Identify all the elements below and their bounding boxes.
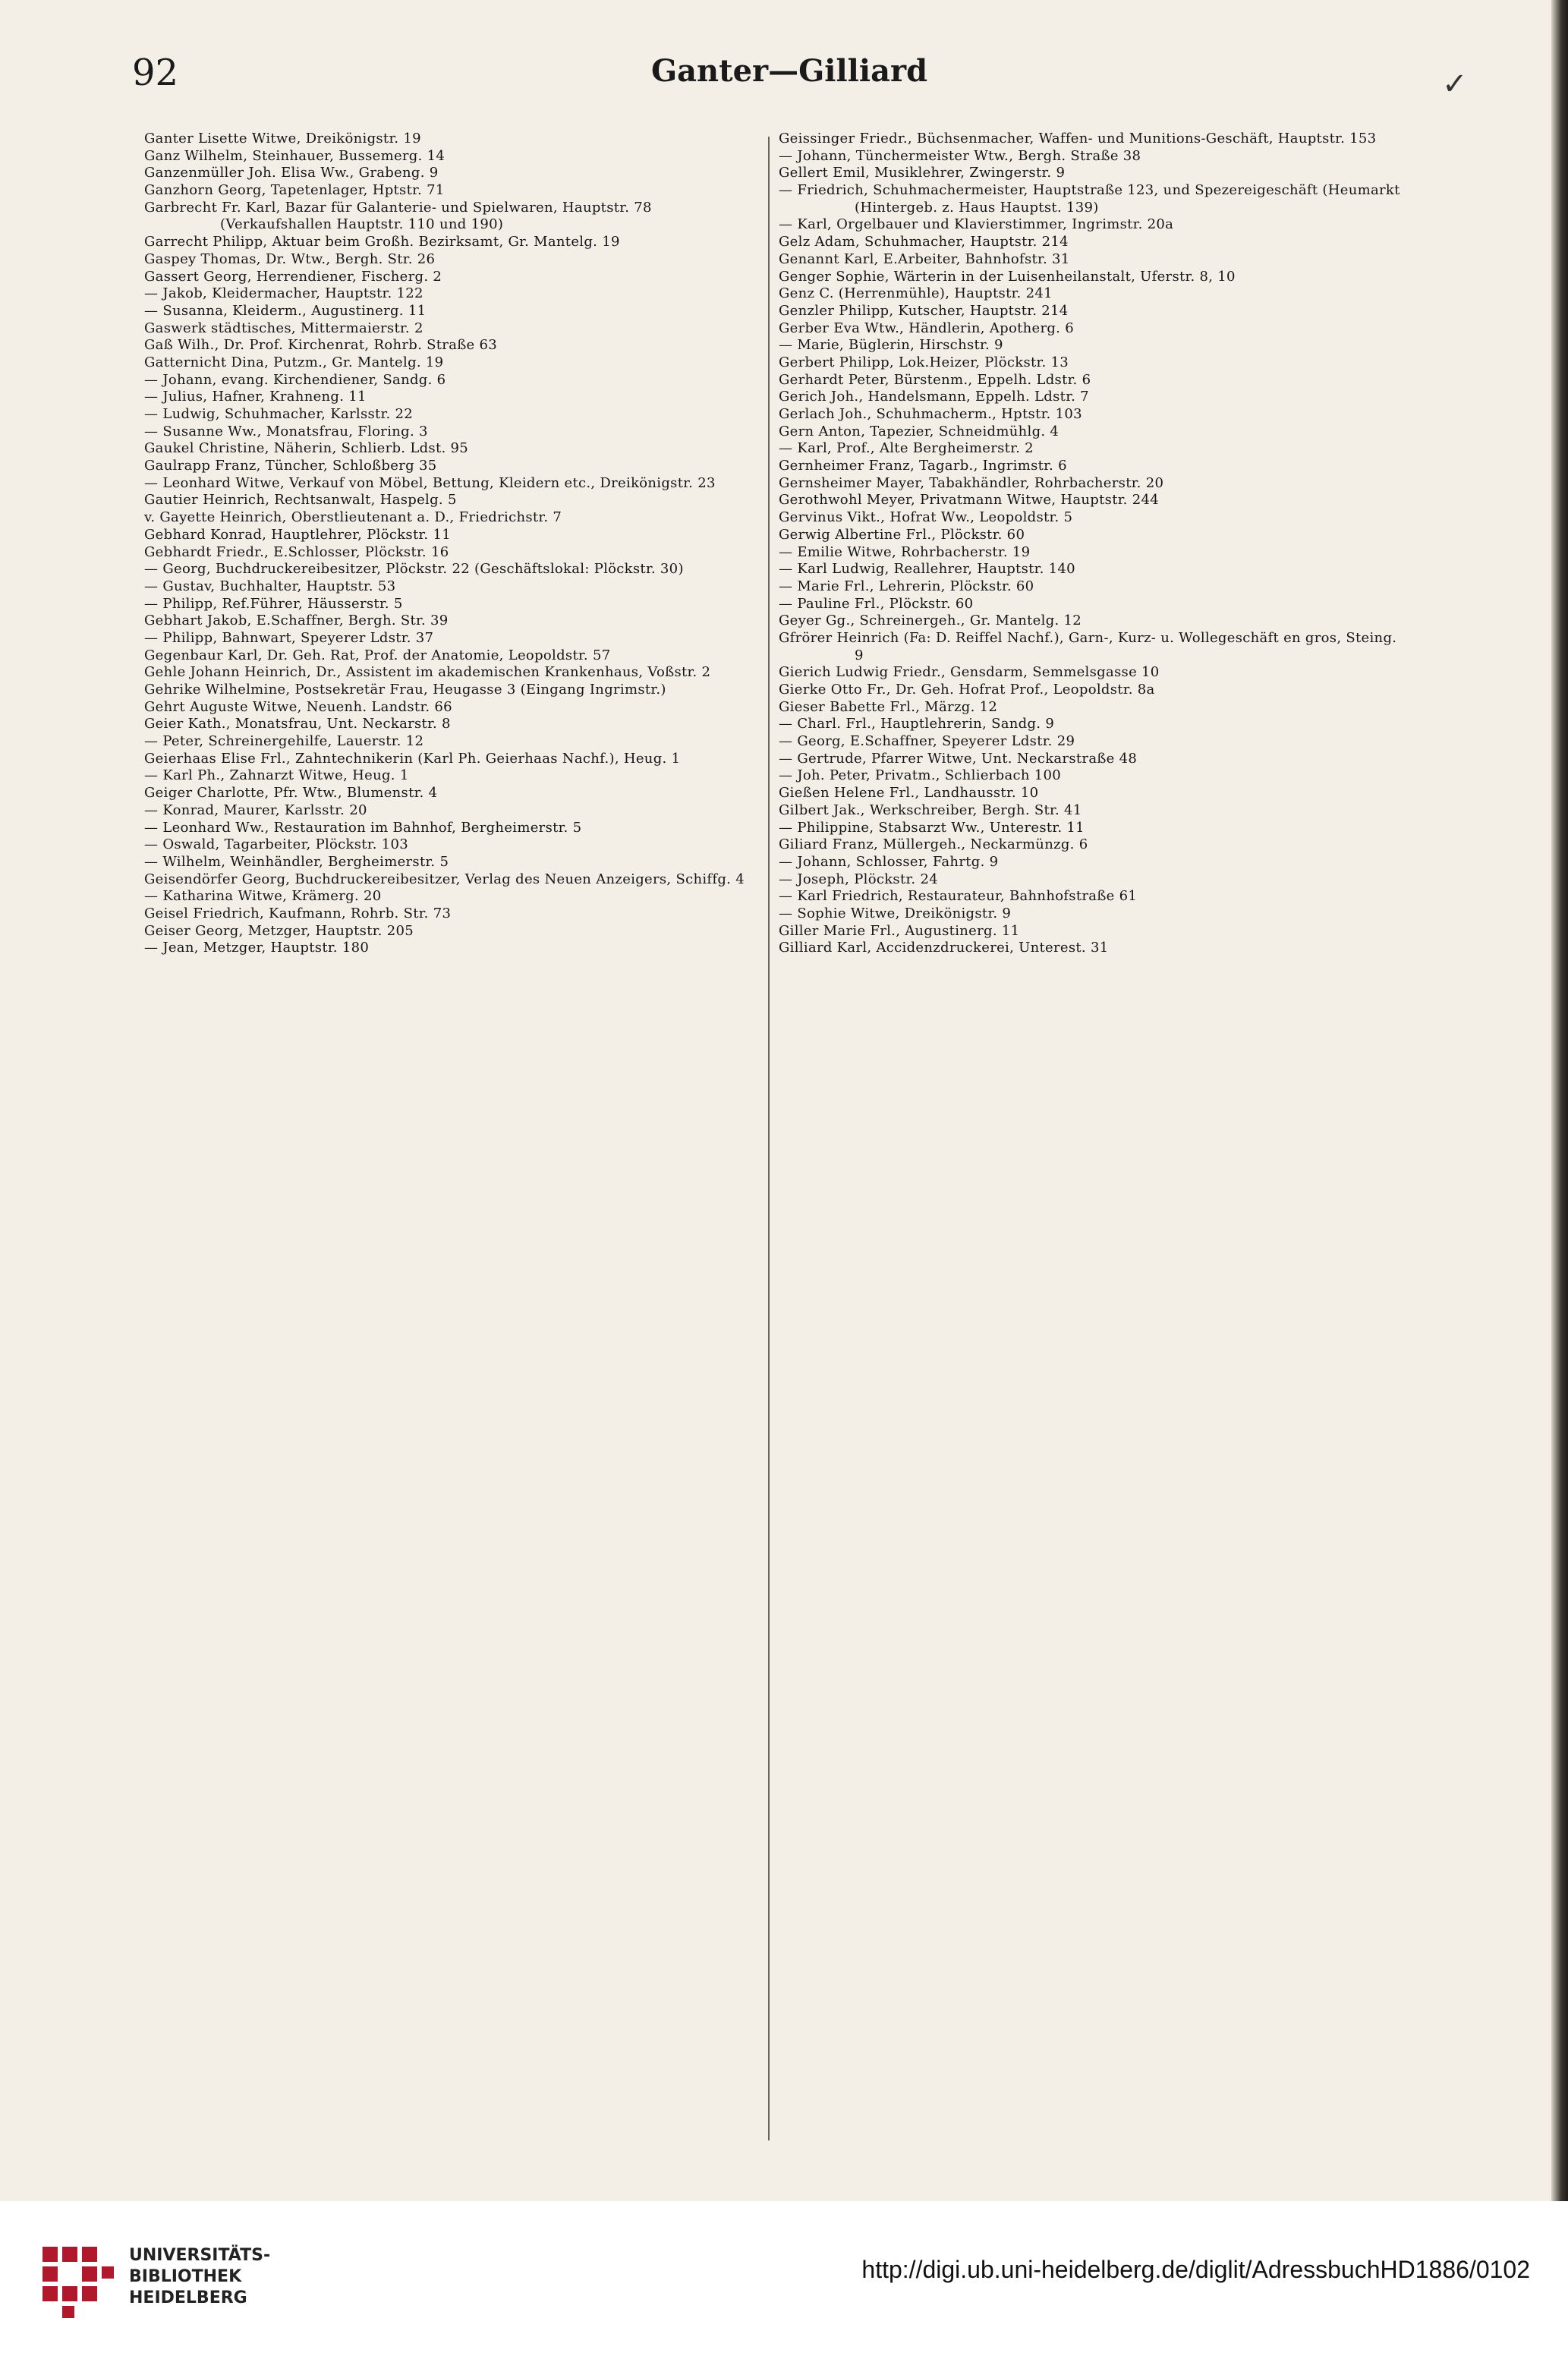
- directory-entry: Geier Kath., Monatsfrau, Unt. Neckarstr. 8: [144, 716, 451, 732]
- directory-entry: — Leonhard Ww., Restauration im Bahnhof, Bergheimerstr. 5: [144, 819, 582, 836]
- directory-entry: Gerbert Philipp, Lok.Heizer, Plöckstr. 13: [779, 354, 1069, 370]
- directory-entry: Gernheimer Franz, Tagarb., Ingrimstr. 6: [779, 458, 1067, 474]
- directory-entry: — Jakob, Kleidermacher, Hauptstr. 122: [144, 285, 423, 302]
- directory-entry: Gfrörer Heinrich (Fa: D. Reiffel Nachf.), Garn-, Kurz- u. Wollegeschäft en gros, Steing. 9: [779, 629, 1397, 663]
- directory-entry: — Katharina Witwe, Krämerg. 20: [144, 888, 382, 905]
- directory-entry: — Joseph, Plöckstr. 24: [779, 871, 938, 887]
- directory-entry: Gautier Heinrich, Rechtsanwalt, Haspelg. 5: [144, 492, 457, 509]
- directory-entry: Gerlach Joh., Schuhmacherm., Hptstr. 103: [779, 406, 1082, 422]
- directory-entry: — Friedrich, Schuhmachermeister, Hauptstraße 123, und Spezereigeschäft (Heumarkt (Hintergeb. z. Haus Hauptst. 139): [779, 182, 1400, 216]
- directory-entry: Ganter Lisette Witwe, Dreikönigstr. 19: [144, 131, 421, 146]
- directory-entry: Gebhard Konrad, Hauptlehrer, Plöckstr. 11: [144, 526, 451, 543]
- directory-entry: Geyer Gg., Schreinergeh., Gr. Mantelg. 12: [779, 613, 1082, 629]
- directory-entry: Gehle Johann Heinrich, Dr., Assistent im akademischen Krankenhaus, Voßstr. 2: [144, 664, 711, 681]
- directory-entry: Gerwig Albertine Frl., Plöckstr. 60: [779, 526, 1025, 543]
- directory-entry: Gaukel Christine, Näherin, Schlierb. Ldst. 95: [144, 440, 469, 457]
- directory-entry: Geiser Georg, Metzger, Hauptstr. 205: [144, 922, 414, 939]
- directory-entry: Gelz Adam, Schuhmacher, Hauptstr. 214: [779, 234, 1069, 250]
- directory-entry: — Gertrude, Pfarrer Witwe, Unt. Neckarstraße 48: [779, 750, 1138, 767]
- directory-entry: v. Gayette Heinrich, Oberstlieutenant a. D., Friedrichstr. 7: [144, 509, 562, 526]
- directory-entry: Ganzenmüller Joh. Elisa Ww., Grabeng. 9: [144, 165, 439, 181]
- directory-entry: — Susanna, Kleiderm., Augustinerg. 11: [144, 302, 427, 319]
- directory-entry: — Philipp, Ref.Führer, Häusserstr. 5: [144, 595, 403, 612]
- directory-entry: Gehrt Auguste Witwe, Neuenh. Landstr. 66: [144, 698, 452, 715]
- directory-entry: Genz C. (Herrenmühle), Hauptstr. 241: [779, 285, 1053, 302]
- directory-entry: — Jean, Metzger, Hauptstr. 180: [144, 940, 370, 956]
- directory-entry: Giller Marie Frl., Augustinerg. 11: [779, 922, 1020, 939]
- book-edge: [1551, 0, 1568, 2201]
- directory-entry: Gerhardt Peter, Bürstenm., Eppelh. Ldstr. 6: [779, 371, 1091, 388]
- running-head: Ganter—Gilliard: [650, 53, 928, 89]
- directory-entry: Garbrecht Fr. Karl, Bazar für Galanterie- und Spielwaren, Hauptstr. 78 (Verkaufshallen Hauptstr. 110 und 190): [144, 199, 652, 233]
- directory-entry: Gerber Eva Wtw., Händlerin, Apotherg. 6: [779, 320, 1074, 336]
- directory-entry: — Sophie Witwe, Dreikönigstr. 9: [779, 905, 1012, 921]
- directory-entry: — Karl, Prof., Alte Bergheimerstr. 2: [779, 440, 1034, 457]
- directory-entry: — Marie Frl., Lehrerin, Plöckstr. 60: [779, 578, 1034, 594]
- directory-entry: Gaß Wilh., Dr. Prof. Kirchenrat, Rohrb. Straße 63: [144, 337, 498, 354]
- directory-entry: — Konrad, Maurer, Karlsstr. 20: [144, 802, 367, 818]
- directory-entry: — Johann, Tünchermeister Wtw., Bergh. Straße 38: [779, 147, 1141, 164]
- directory-entry: — Peter, Schreinergehilfe, Lauerstr. 12: [144, 733, 424, 750]
- directory-entry: Genzler Philipp, Kutscher, Hauptstr. 214: [779, 302, 1069, 319]
- directory-entry: — Leonhard Witwe, Verkauf von Möbel, Bettung, Kleidern etc., Dreikönigstr. 23: [144, 474, 716, 491]
- library-name-line2: BIBLIOTHEK: [129, 2267, 242, 2286]
- directory-entry: Gegenbaur Karl, Dr. Geh. Rat, Prof. der Anatomie, Leopoldstr. 57: [144, 647, 611, 663]
- directory-entry: — Oswald, Tagarbeiter, Plöckstr. 103: [144, 836, 409, 853]
- directory-entry: Gernsheimer Mayer, Tabakhändler, Rohrbacherstr. 20: [779, 474, 1164, 491]
- directory-entry: — Emilie Witwe, Rohrbacherstr. 19: [779, 543, 1031, 560]
- directory-entry: Genger Sophie, Wärterin in der Luisenheilanstalt, Uferstr. 8, 10: [779, 268, 1236, 285]
- directory-entry: Gilliard Karl, Accidenzdruckerei, Unterest. 31: [779, 940, 1109, 956]
- directory-entry: Gellert Emil, Musiklehrer, Zwingerstr. 9: [779, 165, 1066, 181]
- directory-entry: — Philipp, Bahnwart, Speyerer Ldstr. 37: [144, 629, 434, 646]
- directory-entry: Gaswerk städtisches, Mittermaierstr. 2: [144, 320, 423, 336]
- directory-entry: Geissinger Friedr., Büchsenmacher, Waffen- und Munitions-Geschäft, Hauptstr. 153: [779, 131, 1377, 146]
- directory-entry: Geiger Charlotte, Pfr. Wtw., Blumenstr. 4: [144, 785, 438, 802]
- directory-entry: — Karl Friedrich, Restaurateur, Bahnhofstraße 61: [779, 888, 1138, 905]
- directory-entry: Gern Anton, Tapezier, Schneidmühlg. 4: [779, 423, 1060, 439]
- directory-entry: Gierich Ludwig Friedr., Gensdarm, Semmelsgasse 10: [779, 664, 1160, 681]
- directory-entry: Garrecht Philipp, Aktuar beim Großh. Bezirksamt, Gr. Mantelg. 19: [144, 234, 620, 250]
- column-divider: [768, 137, 770, 2140]
- library-name-line3: HEIDELBERG: [129, 2288, 247, 2307]
- library-name-line1: UNIVERSITÄTS-: [129, 2246, 271, 2265]
- directory-entry: Geisel Friedrich, Kaufmann, Rohrb. Str. 73: [144, 905, 452, 921]
- left-column: [144, 131, 757, 2241]
- directory-entry: Gilbert Jak., Werkschreiber, Bergh. Str. 41: [779, 802, 1082, 818]
- directory-entry: Gerothwohl Meyer, Privatmann Witwe, Hauptstr. 244: [779, 492, 1159, 509]
- directory-entry: — Charl. Frl., Hauptlehrerin, Sandg. 9: [779, 716, 1055, 732]
- page-number: 92: [132, 52, 179, 94]
- directory-entry: Gatternicht Dina, Putzm., Gr. Mantelg. 19: [144, 354, 444, 370]
- directory-entry: Gieser Babette Frl., Märzg. 12: [779, 698, 998, 715]
- directory-entry: — Marie, Büglerin, Hirschstr. 9: [779, 337, 1003, 354]
- directory-entry: — Karl Ph., Zahnarzt Witwe, Heug. 1: [144, 767, 409, 784]
- source-url-link[interactable]: http://digi.ub.uni-heidelberg.de/diglit/AdressbuchHD1886/0102: [861, 2256, 1530, 2283]
- directory-entry: — Julius, Hafner, Krahneng. 11: [144, 389, 367, 405]
- directory-entry: Geisendörfer Georg, Buchdruckereibesitzer, Verlag des Neuen Anzeigers, Schiffg. 4: [144, 871, 745, 887]
- directory-entry: Gerich Joh., Handelsmann, Eppelh. Ldstr. 7: [779, 389, 1089, 405]
- directory-entry: Gehrike Wilhelmine, Postsekretär Frau, Heugasse 3 (Eingang Ingrimstr.): [144, 682, 666, 698]
- directory-entry: Gassert Georg, Herrendiener, Fischerg. 2: [144, 268, 442, 285]
- directory-entry: — Gustav, Buchhalter, Hauptstr. 53: [144, 578, 396, 594]
- corner-mark: ✓: [1442, 67, 1468, 102]
- directory-entry: — Johann, Schlosser, Fahrtg. 9: [779, 853, 999, 870]
- directory-entry: — Ludwig, Schuhmacher, Karlsstr. 22: [144, 406, 414, 422]
- directory-entry: — Susanne Ww., Monatsfrau, Floring. 3: [144, 423, 428, 439]
- footer: [0, 2201, 1568, 2378]
- directory-entry: Gebhardt Friedr., E.Schlosser, Plöckstr. 16: [144, 543, 449, 560]
- directory-entry: — Johann, evang. Kirchendiener, Sandg. 6: [144, 371, 446, 388]
- directory-entry: Gaspey Thomas, Dr. Wtw., Bergh. Str. 26: [144, 250, 436, 267]
- directory-entry: Genannt Karl, E.Arbeiter, Bahnhofstr. 31: [779, 250, 1070, 267]
- directory-entry: Gebhart Jakob, E.Schaffner, Bergh. Str. 39: [144, 613, 449, 629]
- directory-entry: Gaulrapp Franz, Tüncher, Schloßberg 35: [144, 458, 437, 474]
- directory-entry: Gierke Otto Fr., Dr. Geh. Hofrat Prof., Leopoldstr. 8a: [779, 682, 1155, 698]
- directory-entry: Ganz Wilhelm, Steinhauer, Bussemerg. 14: [144, 147, 446, 164]
- directory-entry: — Georg, Buchdruckereibesitzer, Plöckstr. 22 (Geschäftslokal: Plöckstr. 30): [144, 561, 684, 578]
- directory-entry: Geierhaas Elise Frl., Zahntechnikerin (Karl Ph. Geierhaas Nachf.), Heug. 1: [144, 750, 681, 767]
- directory-entry: — Philippine, Stabsarzt Ww., Unterestr. 11: [779, 819, 1085, 836]
- library-logo-icon: [36, 2241, 120, 2324]
- directory-entry: — Joh. Peter, Privatm., Schlierbach 100: [779, 767, 1062, 784]
- right-column: [779, 131, 1403, 2241]
- directory-entry: Giliard Franz, Müllergeh., Neckarmünzg. 6: [779, 836, 1088, 853]
- directory-entry: — Georg, E.Schaffner, Speyerer Ldstr. 29: [779, 733, 1075, 750]
- directory-entry: — Karl, Orgelbauer und Klavierstimmer, Ingrimstr. 20a: [779, 216, 1174, 233]
- directory-entry: — Karl Ludwig, Reallehrer, Hauptstr. 140: [779, 561, 1075, 578]
- directory-entry: — Pauline Frl., Plöckstr. 60: [779, 595, 974, 612]
- directory-entry: Gießen Helene Frl., Landhausstr. 10: [779, 785, 1039, 802]
- directory-entry: — Wilhelm, Weinhändler, Bergheimerstr. 5: [144, 853, 449, 870]
- library-name: [129, 2245, 270, 2309]
- directory-entry: Gervinus Vikt., Hofrat Ww., Leopoldstr. 5: [779, 509, 1073, 526]
- directory-entry: Ganzhorn Georg, Tapetenlager, Hptstr. 71: [144, 182, 445, 199]
